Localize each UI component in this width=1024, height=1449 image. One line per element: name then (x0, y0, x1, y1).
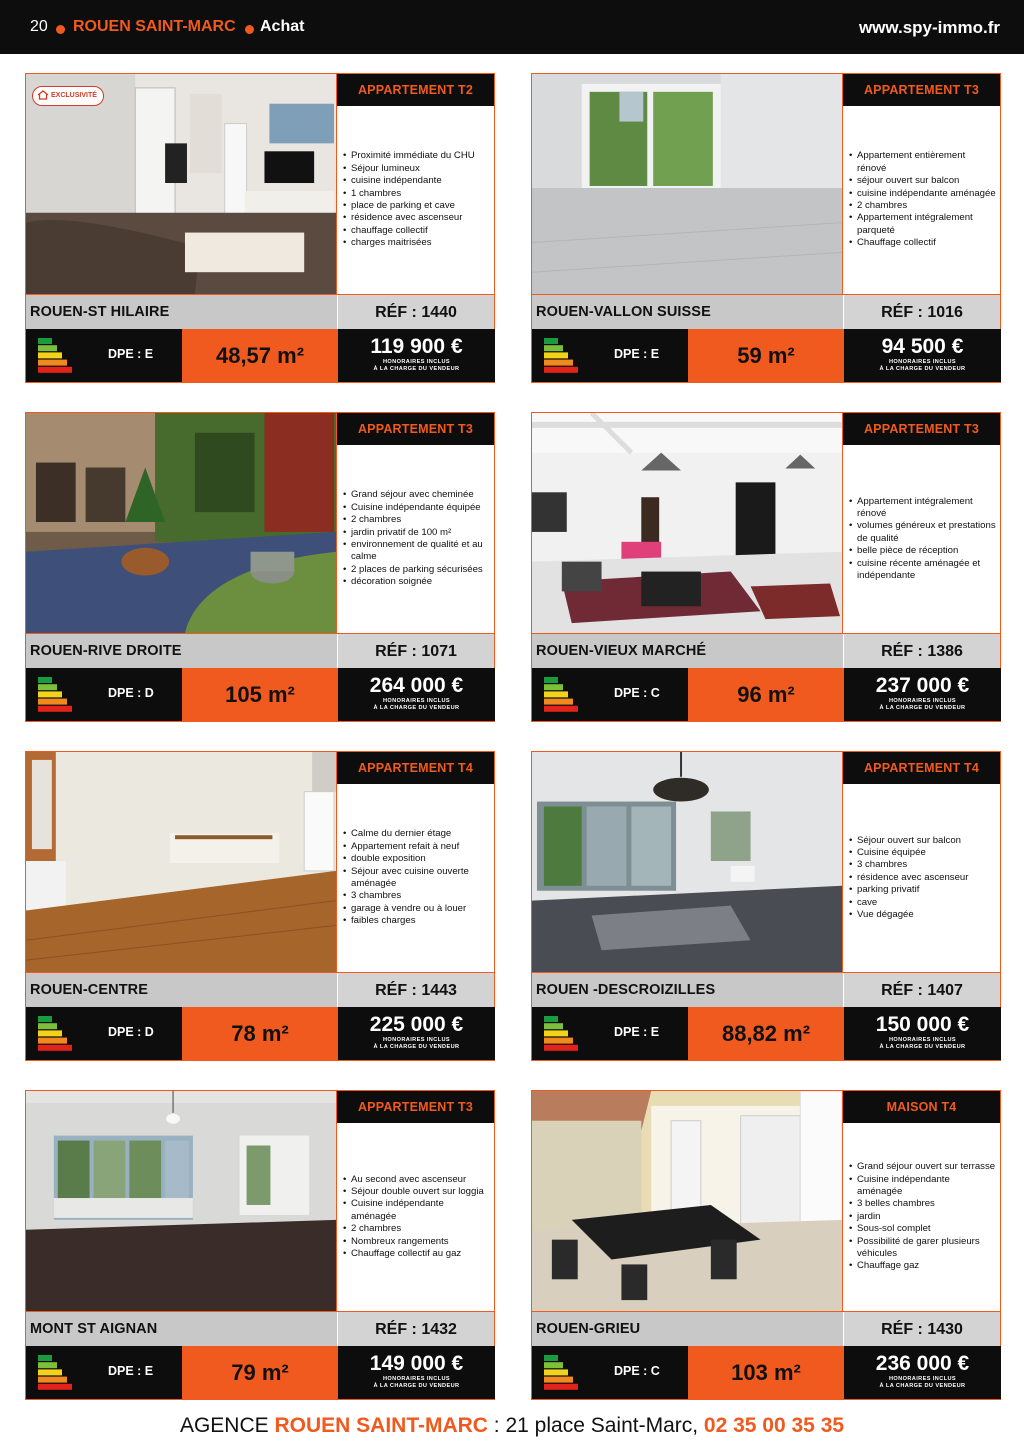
area-block (688, 668, 844, 721)
feature-item: • séjour ouvert sur balcon (849, 175, 996, 187)
property-location: MONT ST AIGNAN (30, 1321, 158, 1337)
feature-item: • 3 chambres (849, 859, 996, 871)
property-photo-image (532, 74, 842, 294)
property-area: 88,82 m² (721, 1021, 811, 1046)
property-price: 119 900 € (370, 335, 463, 358)
website-link[interactable]: www.spy-immo.fr (858, 18, 1000, 37)
property-photo[interactable] (25, 1090, 337, 1312)
listing-card[interactable] (531, 73, 1001, 383)
dpe-block (26, 1346, 182, 1399)
property-price: 264 000 € (369, 674, 464, 697)
property-type: APPARTEMENT T3 (337, 1091, 494, 1123)
property-reference: RÉF : 1430 (881, 1321, 963, 1338)
dpe-block (26, 329, 182, 382)
property-reference: RÉF : 1071 (375, 643, 457, 660)
location-bar (531, 1312, 843, 1346)
price-block (844, 668, 1001, 721)
feature-item: • cuisine indépendante aménagée (849, 188, 996, 200)
listing-summary (25, 329, 495, 383)
property-description (337, 73, 495, 295)
feature-item: • Chauffage gaz (849, 1260, 996, 1272)
separator-dot-icon (245, 25, 254, 34)
feature-item: • Séjour lumineux (343, 163, 490, 175)
property-price: 237 000 € (875, 674, 970, 697)
property-price: 225 000 € (369, 1013, 464, 1036)
feature-item: • jardin privatif de 100 m² (343, 527, 490, 539)
reference-bar (843, 634, 1001, 668)
feature-item: • 2 chambres (343, 1223, 490, 1235)
property-description (337, 1090, 495, 1312)
property-photo-image (26, 413, 336, 633)
exclusive-badge (32, 86, 104, 106)
property-type: APPARTEMENT T2 (337, 74, 494, 106)
property-area: 59 m² (737, 343, 795, 368)
property-location: ROUEN-VALLON SUISSE (536, 304, 711, 320)
dpe-rating: DPE : C (614, 686, 660, 700)
listing-summary (531, 1007, 1001, 1061)
price-block (844, 1007, 1001, 1060)
property-type: APPARTEMENT T4 (337, 752, 494, 784)
fee-note-line1: HONORAIRES INCLUS (382, 1037, 451, 1043)
property-photo-image (532, 752, 842, 972)
property-location: ROUEN -DESCROIZILLES (536, 982, 716, 998)
feature-item: • parking privatif (849, 884, 996, 896)
location-bar (25, 634, 337, 668)
fee-note-line1: HONORAIRES INCLUS (382, 359, 451, 365)
property-description (843, 412, 1001, 634)
dpe-block (26, 1007, 182, 1060)
property-photo[interactable] (531, 412, 843, 634)
dpe-block (532, 668, 688, 721)
reference-bar (337, 634, 495, 668)
property-area: 78 m² (231, 1021, 289, 1046)
feature-item: • Chauffage collectif (849, 237, 996, 249)
header-agency: ROUEN SAINT-MARC (73, 18, 236, 35)
property-reference: RÉF : 1440 (375, 304, 457, 321)
feature-list (849, 1123, 996, 1311)
property-reference: RÉF : 1386 (881, 643, 963, 660)
footer-agency: ROUEN SAINT-MARC (274, 1414, 488, 1437)
price-block (338, 1346, 495, 1399)
feature-item: • 2 places de parking sécurisées (343, 564, 490, 576)
listing-summary (25, 668, 495, 722)
feature-item: • Cuisine indépendante aménagée (343, 1198, 490, 1223)
price-block (338, 668, 495, 721)
property-photo[interactable] (25, 73, 337, 295)
property-price: 150 000 € (875, 1013, 970, 1036)
area-block (182, 1346, 338, 1399)
feature-item: • résidence avec ascenseur (849, 872, 996, 884)
listing-card[interactable] (25, 73, 495, 383)
header-section: Achat (260, 18, 305, 35)
energy-rating-icon (544, 677, 584, 713)
feature-item: • Appartement refait à neuf (343, 841, 490, 853)
reference-bar (337, 295, 495, 329)
fee-note-line2: À LA CHARGE DU VENDEUR (879, 1044, 966, 1051)
property-location: ROUEN-ST HILAIRE (30, 304, 170, 320)
feature-item: • Cuisine équipée (849, 847, 996, 859)
property-price: 149 000 € (369, 1352, 464, 1375)
property-photo[interactable] (531, 1090, 843, 1312)
feature-item: • Proximité immédiate du CHU (343, 150, 490, 162)
feature-list (343, 1123, 490, 1311)
property-area: 79 m² (231, 1360, 289, 1385)
fee-note-line2: À LA CHARGE DU VENDEUR (373, 1383, 460, 1390)
energy-rating-icon (38, 1355, 78, 1391)
fee-note-line2: À LA CHARGE DU VENDEUR (373, 705, 460, 712)
page-footer (0, 1414, 1024, 1438)
feature-list (343, 445, 490, 633)
property-type: MAISON T4 (843, 1091, 1000, 1123)
footer-separator: : (487, 1414, 506, 1437)
feature-item: • cuisine indépendante (343, 175, 490, 187)
feature-list (849, 445, 996, 633)
property-description (337, 412, 495, 634)
feature-item: • Nombreux rangements (343, 1236, 490, 1248)
energy-rating-icon (38, 1016, 78, 1052)
page-header (0, 0, 1024, 54)
fee-note-line1: HONORAIRES INCLUS (382, 698, 451, 704)
listing-summary (531, 668, 1001, 722)
feature-item: • 3 belles chambres (849, 1198, 996, 1210)
property-description (843, 73, 1001, 295)
feature-item: • Calme du dernier étage (343, 828, 490, 840)
property-photo-image (532, 413, 842, 633)
feature-item: • environnement de qualité et au calme (343, 539, 490, 564)
footer-phone[interactable]: 02 35 00 35 35 (703, 1414, 845, 1437)
feature-item: • chauffage collectif (343, 225, 490, 237)
feature-item: • cuisine récente aménagée et indépendante (849, 558, 996, 583)
listing-card[interactable] (25, 412, 495, 722)
price-block (338, 1007, 495, 1060)
fee-note-line1: HONORAIRES INCLUS (888, 1037, 957, 1043)
property-area: 105 m² (225, 682, 295, 707)
feature-item: • garage à vendre ou à louer (343, 903, 490, 915)
property-location: ROUEN-GRIEU (536, 1321, 641, 1337)
energy-rating-icon (38, 677, 78, 713)
feature-item: • volumes généreux et prestations de qualité (849, 520, 996, 545)
property-photo-image (26, 1091, 336, 1311)
property-area: 103 m² (731, 1360, 801, 1385)
feature-item: • 3 chambres (343, 890, 490, 902)
fee-note-line1: HONORAIRES INCLUS (382, 1376, 451, 1382)
property-photo[interactable] (25, 751, 337, 973)
listing-card[interactable] (25, 1090, 495, 1400)
property-type: APPARTEMENT T3 (337, 413, 494, 445)
property-photo-image (532, 1091, 842, 1311)
feature-list (343, 784, 490, 972)
listing-summary (25, 1346, 495, 1400)
location-bar (25, 1312, 337, 1346)
fee-note-line2: À LA CHARGE DU VENDEUR (373, 1044, 460, 1051)
feature-item: • belle pièce de réception (849, 545, 996, 557)
dpe-block (532, 329, 688, 382)
feature-item: • Grand séjour ouvert sur terrasse (849, 1161, 996, 1173)
feature-item: • place de parking et cave (343, 200, 490, 212)
footer-address: 21 place Saint-Marc, (505, 1414, 704, 1437)
feature-item: • Séjour ouvert sur balcon (849, 835, 996, 847)
property-area: 48,57 m² (215, 343, 305, 368)
area-block (688, 1346, 844, 1399)
property-location: ROUEN-VIEUX MARCHÉ (536, 643, 707, 659)
dpe-rating: DPE : D (108, 686, 154, 700)
property-description (337, 751, 495, 973)
price-block (844, 1346, 1001, 1399)
energy-rating-icon (544, 338, 584, 374)
dpe-rating: DPE : C (614, 1364, 660, 1378)
property-price: 94 500 € (881, 335, 964, 358)
location-bar (25, 295, 337, 329)
listing-card[interactable] (531, 1090, 1001, 1400)
feature-item: • jardin (849, 1211, 996, 1223)
reference-bar (843, 1312, 1001, 1346)
energy-rating-icon (544, 1355, 584, 1391)
fee-note-line1: HONORAIRES INCLUS (888, 359, 957, 365)
area-block (182, 329, 338, 382)
reference-bar (843, 295, 1001, 329)
feature-item: • Grand séjour avec cheminée (343, 489, 490, 501)
area-block (688, 1007, 844, 1060)
property-reference: RÉF : 1016 (881, 304, 963, 321)
listing-summary (25, 1007, 495, 1061)
property-photo-image (26, 74, 336, 294)
fee-note-line1: HONORAIRES INCLUS (888, 698, 957, 704)
feature-item: • Cuisine indépendante aménagée (849, 1174, 996, 1199)
property-description (843, 751, 1001, 973)
property-reference: RÉF : 1432 (375, 1321, 457, 1338)
dpe-rating: DPE : E (108, 1364, 154, 1378)
location-bar (531, 295, 843, 329)
feature-list (849, 784, 996, 972)
listing-card[interactable] (531, 412, 1001, 722)
feature-item: • 2 chambres (849, 200, 996, 212)
location-bar (25, 973, 337, 1007)
reference-bar (843, 973, 1001, 1007)
exclusive-badge-label: EXCLUSIVITÉ (51, 92, 97, 99)
house-icon (37, 90, 49, 100)
property-type: APPARTEMENT T3 (843, 413, 1000, 445)
reference-bar (337, 973, 495, 1007)
feature-item: • Sous-sol complet (849, 1223, 996, 1235)
feature-item: • faibles charges (343, 915, 490, 927)
listing-card[interactable] (531, 751, 1001, 1061)
feature-item: • Au second avec ascenseur (343, 1174, 490, 1186)
feature-item: • Appartement intégralement rénové (849, 496, 996, 521)
feature-item: • 1 chambres (343, 188, 490, 200)
feature-item: • Chauffage collectif au gaz (343, 1248, 490, 1260)
feature-list (343, 106, 490, 294)
price-block (338, 329, 495, 382)
feature-list (849, 106, 996, 294)
feature-item: • Vue dégagée (849, 909, 996, 921)
fee-note-line2: À LA CHARGE DU VENDEUR (373, 366, 460, 373)
listing-card[interactable] (25, 751, 495, 1061)
area-block (688, 329, 844, 382)
property-reference: RÉF : 1443 (375, 982, 457, 999)
reference-bar (337, 1312, 495, 1346)
dpe-block (532, 1007, 688, 1060)
property-type: APPARTEMENT T3 (843, 74, 1000, 106)
energy-rating-icon (544, 1016, 584, 1052)
energy-rating-icon (38, 338, 78, 374)
property-description (843, 1090, 1001, 1312)
dpe-rating: DPE : E (614, 347, 660, 361)
feature-item: • charges maitrisées (343, 237, 490, 249)
feature-item: • Possibilité de garer plusieurs véhicules (849, 1236, 996, 1261)
feature-item: • Séjour avec cuisine ouverte aménagée (343, 866, 490, 891)
area-block (182, 1007, 338, 1060)
property-location: ROUEN-CENTRE (30, 982, 149, 998)
dpe-rating: DPE : E (614, 1025, 660, 1039)
feature-item: • décoration soignée (343, 576, 490, 588)
property-area: 96 m² (737, 682, 795, 707)
feature-item: • 2 chambres (343, 514, 490, 526)
location-bar (531, 973, 843, 1007)
location-bar (531, 634, 843, 668)
page-number: 20 (30, 18, 48, 35)
feature-item: • Cuisine indépendante équipée (343, 502, 490, 514)
feature-item: • Appartement entièrement rénové (849, 150, 996, 175)
fee-note-line2: À LA CHARGE DU VENDEUR (879, 705, 966, 712)
feature-item: • Appartement intégralement parqueté (849, 212, 996, 237)
property-photo[interactable] (531, 751, 843, 973)
listing-summary (531, 1346, 1001, 1400)
property-photo[interactable] (25, 412, 337, 634)
property-price: 236 000 € (875, 1352, 970, 1375)
dpe-block (532, 1346, 688, 1399)
fee-note-line2: À LA CHARGE DU VENDEUR (879, 1383, 966, 1390)
property-location: ROUEN-RIVE DROITE (30, 643, 182, 659)
feature-item: • double exposition (343, 853, 490, 865)
property-reference: RÉF : 1407 (881, 982, 963, 999)
price-block (844, 329, 1001, 382)
separator-dot-icon (56, 25, 65, 34)
feature-item: • cave (849, 897, 996, 909)
fee-note-line1: HONORAIRES INCLUS (888, 1376, 957, 1382)
fee-note-line2: À LA CHARGE DU VENDEUR (879, 366, 966, 373)
property-type: APPARTEMENT T4 (843, 752, 1000, 784)
listing-summary (531, 329, 1001, 383)
dpe-rating: DPE : D (108, 1025, 154, 1039)
area-block (182, 668, 338, 721)
footer-prefix: AGENCE (179, 1414, 269, 1437)
dpe-block (26, 668, 182, 721)
feature-item: • résidence avec ascenseur (343, 212, 490, 224)
dpe-rating: DPE : E (108, 347, 154, 361)
feature-item: • Séjour double ouvert sur loggia (343, 1186, 490, 1198)
property-photo-image (26, 752, 336, 972)
property-photo[interactable] (531, 73, 843, 295)
